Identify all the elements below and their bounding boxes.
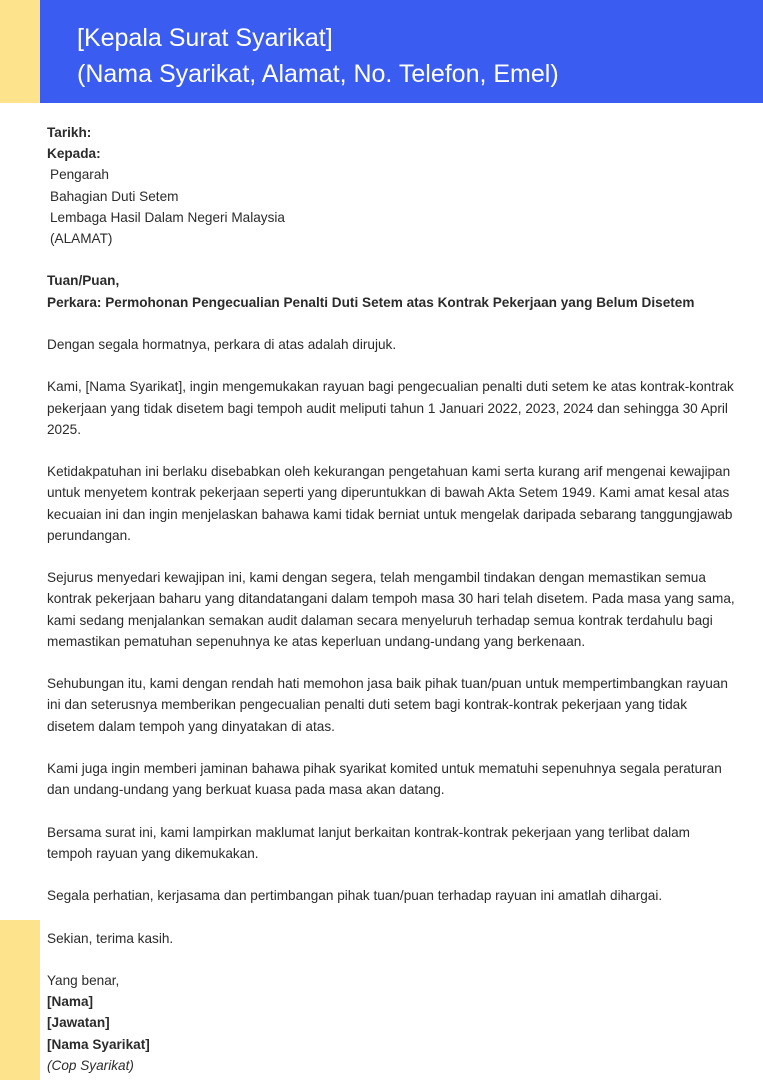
accent-bar-bottom	[0, 920, 40, 1080]
salutation: Tuan/Puan,	[47, 273, 120, 289]
paragraph: Segala perhatian, kerjasama dan pertimbangan pihak tuan/puan terhadap rayuan ini amatlah dihargai.	[47, 888, 663, 904]
letterhead-title: [Kepala Surat Syarikat]	[77, 24, 333, 52]
letterhead-subtitle: (Nama Syarikat, Alamat, No. Telefon, Emel)	[77, 60, 559, 88]
signature-position: [Jawatan]	[47, 1015, 110, 1031]
paragraph: Kami, [Nama Syarikat], ingin mengemukakan rayuan bagi pengecualian penalti duti setem ke atas kontrak-kontrak pekerjaan yang tidak disetem bagi tempoh audit meliputi tahun 1 Januari 2022, 2023, 2024 dan sehingga 30 April 2025.	[47, 379, 734, 437]
subject-line: Perkara: Permohonan Pengecualian Penalti Duti Setem atas Kontrak Pekerjaan yang Belum Disetem	[47, 294, 695, 310]
paragraph: Dengan segala hormatnya, perkara di atas adalah dirujuk.	[47, 337, 397, 352]
paragraph: Ketidakpatuhan ini berlaku disebabkan oleh kekurangan pengetahuan kami serta kurang arif mengenai kewajipan untuk menyetem kontrak pekerjaan seperti yang diperuntukkan di bawah Akta Setem 1949. Kami amat kesal atas kecuaian ini dan ingin menjelaskan bahawa kami tidak berniat untuk mengelak daripada sebarang tanggungjawab perundangan.	[47, 464, 733, 543]
recipient-label: Kepada:	[47, 146, 101, 162]
paragraph: Bersama surat ini, kami lampirkan maklumat lanjut berkaitan kontrak-kontrak pekerjaan yang terlibat dalam tempoh rayuan yang dikemukakan.	[47, 824, 690, 861]
signature-company: [Nama Syarikat]	[47, 1036, 150, 1052]
address-line: Bahagian Duti Setem	[50, 188, 179, 204]
paragraph: Kami juga ingin memberi jaminan bahawa pihak syarikat komited untuk mematuhi sepenuhnya segala peraturan dan undang-undang yang berkuat kuasa pada masa akan datang.	[47, 760, 722, 798]
address-line: Lembaga Hasil Dalam Negeri Malaysia	[50, 209, 285, 225]
accent-bar-top	[0, 0, 40, 103]
address-line: (ALAMAT)	[50, 231, 113, 247]
letterhead	[40, 0, 763, 103]
paragraph: Sehubungan itu, kami dengan rendah hati memohon jasa baik pihak tuan/puan untuk mempertimbangkan rayuan ini dan seterusnya memberikan pengecualian penalti duti setem bagi kontrak-kontrak pekerjaan yang tidak disetem dalam tempoh yang dinyatakan di atas.	[47, 676, 728, 734]
paragraph: Sekian, terima kasih.	[47, 930, 174, 946]
closing: Yang benar,	[47, 972, 120, 988]
paragraph: Sejurus menyedari kewajipan ini, kami dengan segera, telah mengambil tindakan dengan memastikan semua kontrak pekerjaan baharu yang ditandatangani dalam tempoh masa 30 hari telah disetem. Pada masa yang sama, kami sedang menjalankan semakan audit dalaman secara menyeluruh terhadap semua kontrak terdahulu bagi memastikan pematuhan sepenuhnya ke atas keperluan undang-undang yang berkenaan.	[47, 570, 735, 649]
signature-name: [Nama]	[47, 994, 94, 1010]
company-stamp: (Cop Syarikat)	[47, 1057, 134, 1073]
address-line: Pengarah	[50, 167, 109, 183]
letter-body	[47, 122, 737, 1076]
date-label: Tarikh:	[47, 125, 92, 140]
